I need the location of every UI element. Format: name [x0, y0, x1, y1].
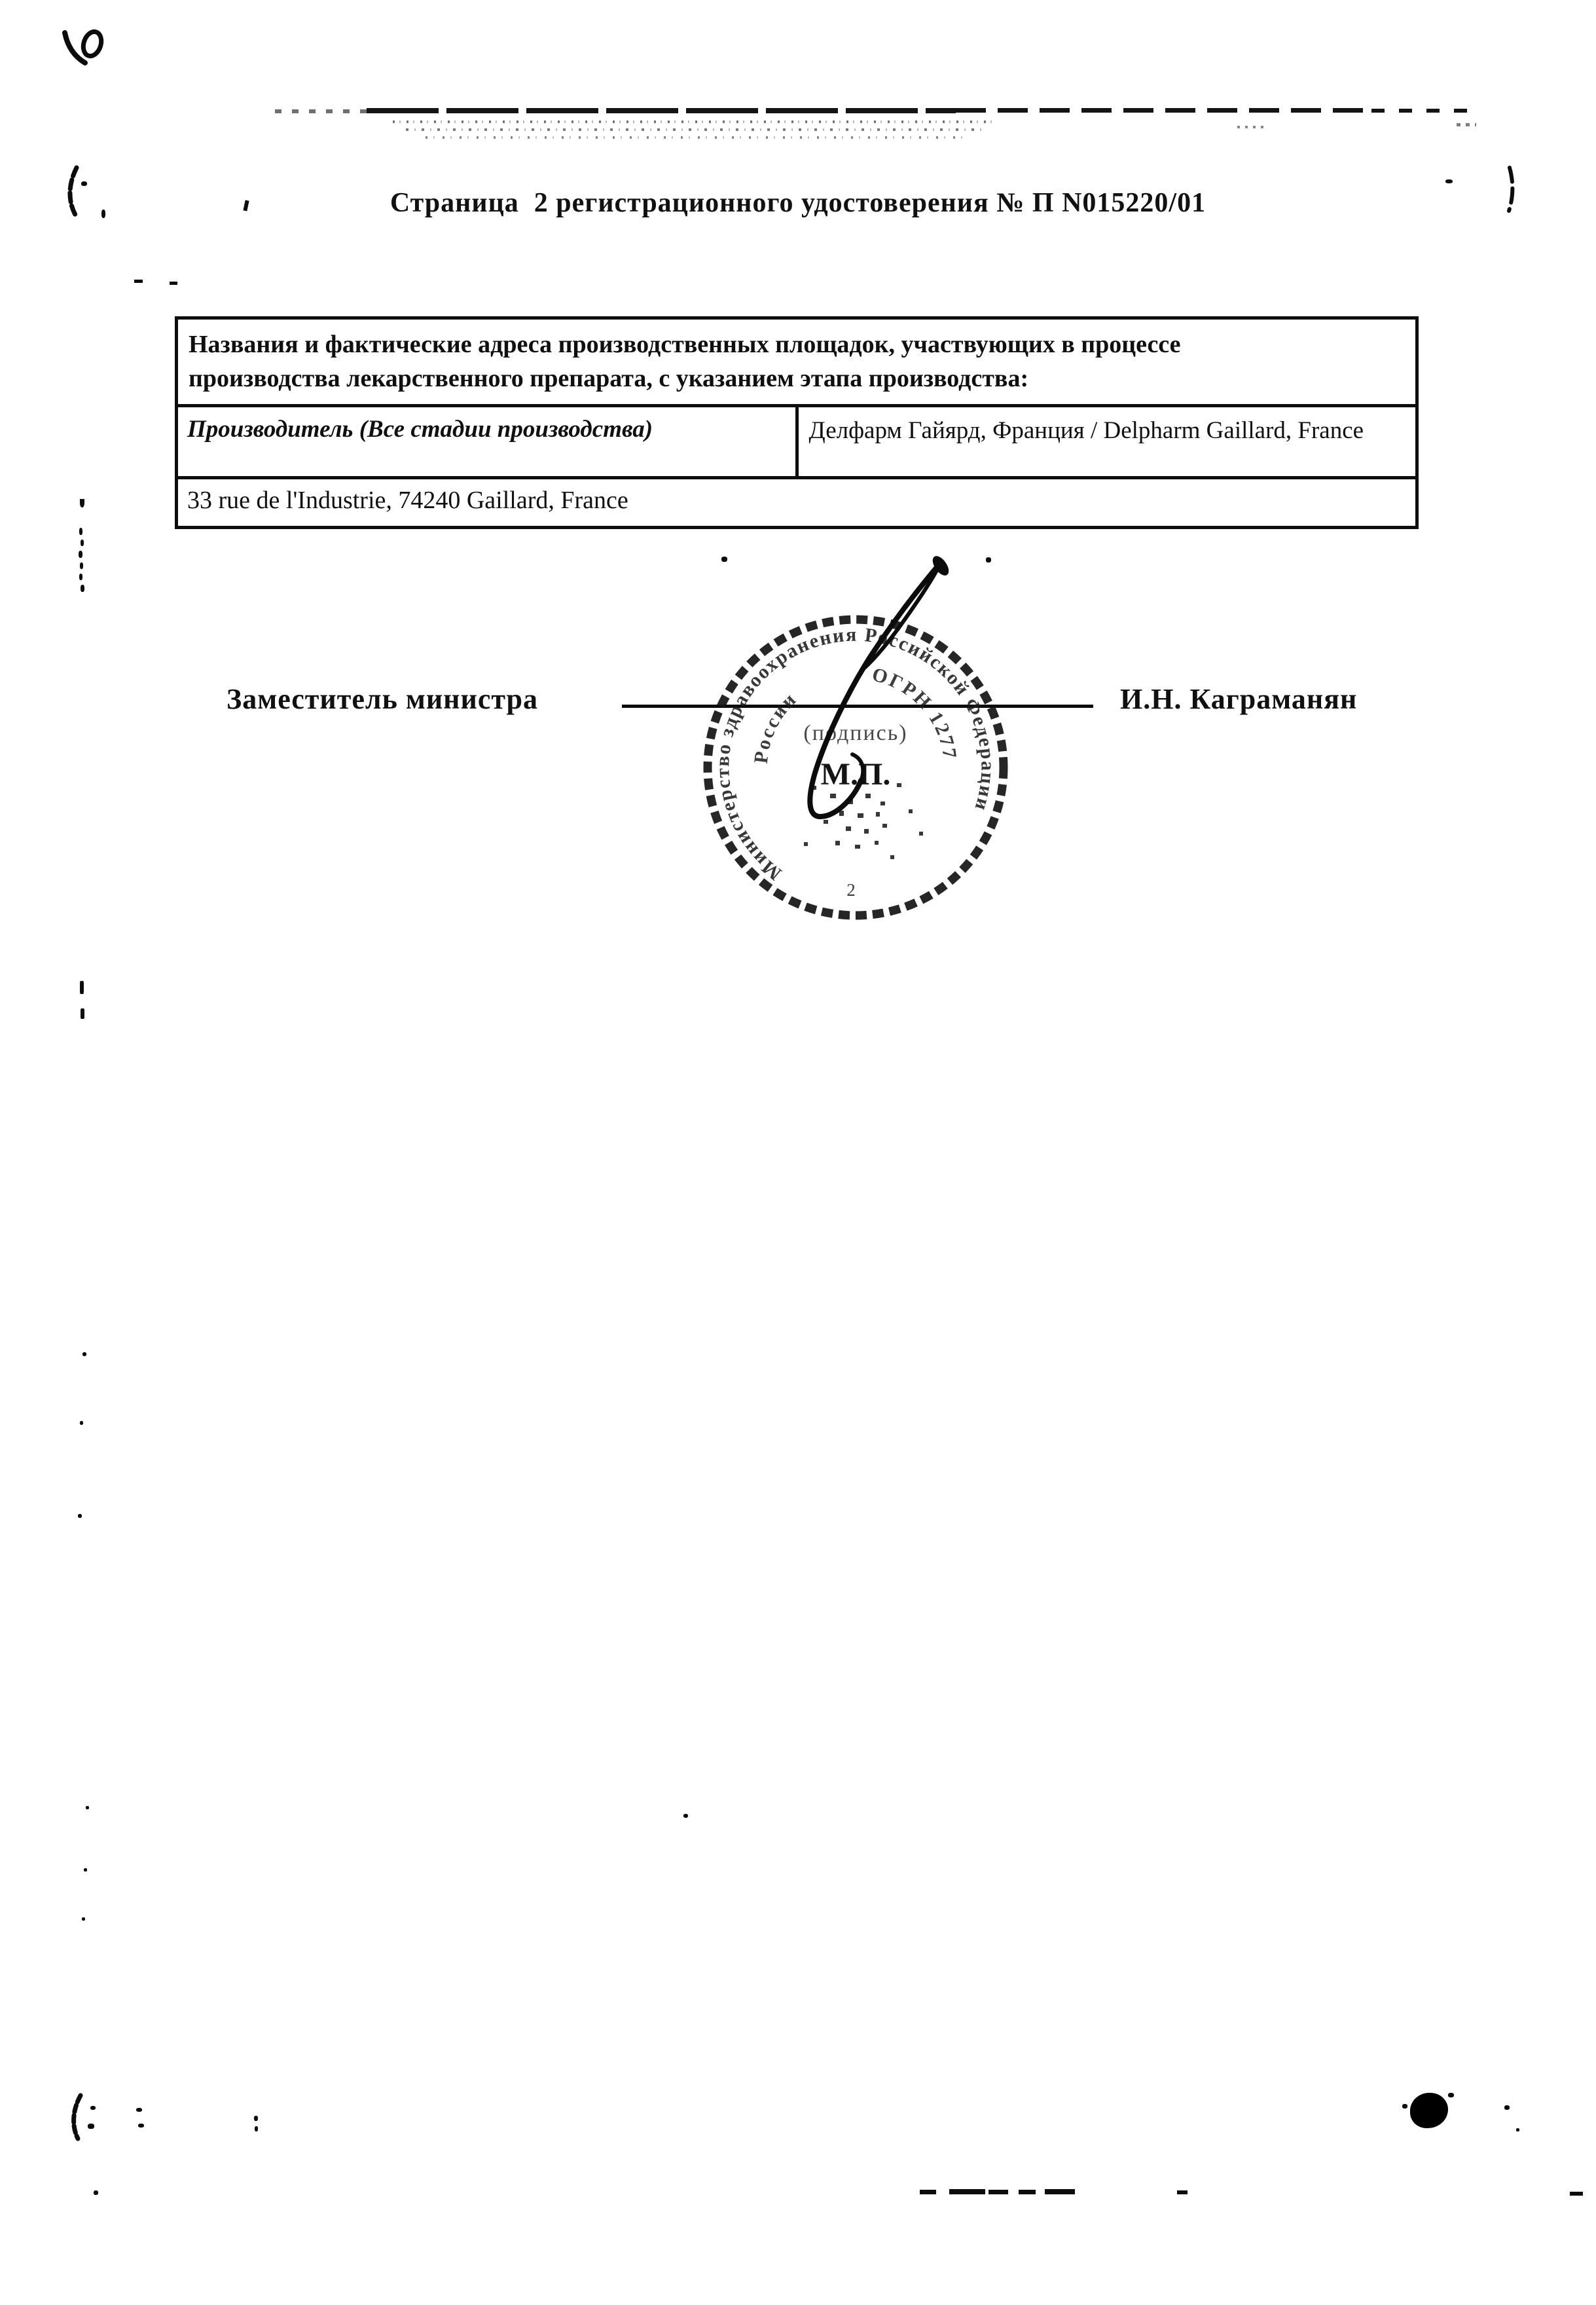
- scan-speck: [79, 528, 82, 535]
- table-row: [177, 405, 1417, 477]
- scan-speck: [255, 2126, 258, 2131]
- handwritten-mark: [65, 29, 104, 63]
- scan-dash: [988, 2190, 1008, 2194]
- stamp-outer-text: Министерство здравоохранения Российской Федерации: [712, 623, 999, 885]
- scan-speck: [81, 540, 84, 546]
- scan-speck: [78, 1514, 82, 1518]
- scan-speck: [79, 551, 82, 558]
- scan-speck: [1448, 2093, 1454, 2097]
- svg-text:России: [750, 688, 801, 764]
- producer-name-cell: Делфарм Гайярд, Франция / Delpharm Gaillard, France: [797, 405, 1417, 477]
- scan-speck: [254, 2116, 258, 2121]
- scan-noise-speckle: [1237, 126, 1269, 128]
- stamp-inner-text-left: России: [750, 688, 802, 765]
- scan-noise-speckle: [1457, 123, 1476, 126]
- scan-speck: [86, 1806, 89, 1809]
- scan-speck: [90, 2106, 96, 2110]
- signatory-name: И.Н. Каграманян: [1120, 683, 1358, 715]
- scan-speck: [80, 981, 84, 994]
- scan-speck: [721, 557, 727, 562]
- scan-speck: [88, 2124, 94, 2129]
- scan-noise-speckle: [406, 128, 982, 131]
- scan-speck: [94, 2190, 98, 2195]
- ink-blot: [1410, 2093, 1448, 2128]
- table-row: [177, 477, 1417, 527]
- stamp-inner-text-right: ОГРН 1277: [869, 663, 961, 762]
- scan-speck: [84, 1868, 87, 1872]
- scan-noise-line: [956, 108, 1368, 113]
- scan-speck: [82, 1917, 85, 1921]
- table-header-cell: Названия и фактические адреса производственных площадок, участвующих в процессе производства лекарственного препарата, с указанием этапа производства:: [177, 318, 1417, 406]
- scan-noise-line: [367, 108, 956, 113]
- scan-speck: [1402, 2104, 1407, 2109]
- scan-dash: [920, 2190, 936, 2194]
- page-title: Страница 2 регистрационного удостоверения № П N015220/01: [390, 188, 1206, 218]
- scan-speck: [134, 280, 143, 283]
- scan-speck: [82, 1352, 86, 1356]
- margin-paren-mark: [74, 2095, 81, 2139]
- ministry-stamp: [681, 549, 1034, 931]
- scan-speck: [683, 1814, 688, 1818]
- scan-speck: [1445, 179, 1453, 183]
- stamp-mp-label: М.П.: [820, 757, 891, 792]
- scan-noise-line: [1371, 109, 1470, 113]
- scan-speck: [986, 557, 991, 562]
- producer-stage-cell: Производитель (Все стадии производства): [177, 405, 797, 477]
- scan-noise-speckle: [393, 120, 995, 123]
- signatory-role: Заместитель министра: [227, 683, 539, 715]
- scan-speck: [80, 562, 83, 569]
- scan-dash: [949, 2189, 985, 2194]
- coat-of-arms-speckle: [804, 783, 923, 859]
- scan-speck: [80, 499, 84, 507]
- scan-speck: [136, 2108, 142, 2112]
- table-header-row: [177, 318, 1417, 406]
- scan-dash: [1019, 2190, 1036, 2194]
- scan-noise-line: [275, 109, 367, 113]
- scan-noise-speckle: [426, 136, 962, 139]
- scan-speck: [81, 585, 84, 592]
- manufacturing-sites-table: [175, 316, 1419, 529]
- scan-speck: [79, 574, 82, 580]
- scan-speck: [80, 1421, 83, 1425]
- scan-dash: [1177, 2190, 1188, 2194]
- stamp-digit-mark: 2: [846, 880, 856, 900]
- producer-address-cell: 33 rue de l'Industrie, 74240 Gaillard, France: [177, 477, 1417, 527]
- scan-speck: [81, 181, 87, 186]
- scan-dash: [1570, 2192, 1583, 2196]
- stamp-signature-note: (подпись): [803, 721, 908, 745]
- scan-speck: [81, 1008, 84, 1019]
- scan-dash: [1045, 2189, 1075, 2194]
- scan-speck: [170, 282, 177, 285]
- scan-speck: [1504, 2105, 1510, 2110]
- scan-speck: [101, 210, 105, 218]
- scan-speck: [1516, 2128, 1519, 2131]
- scan-speck: [138, 2124, 144, 2128]
